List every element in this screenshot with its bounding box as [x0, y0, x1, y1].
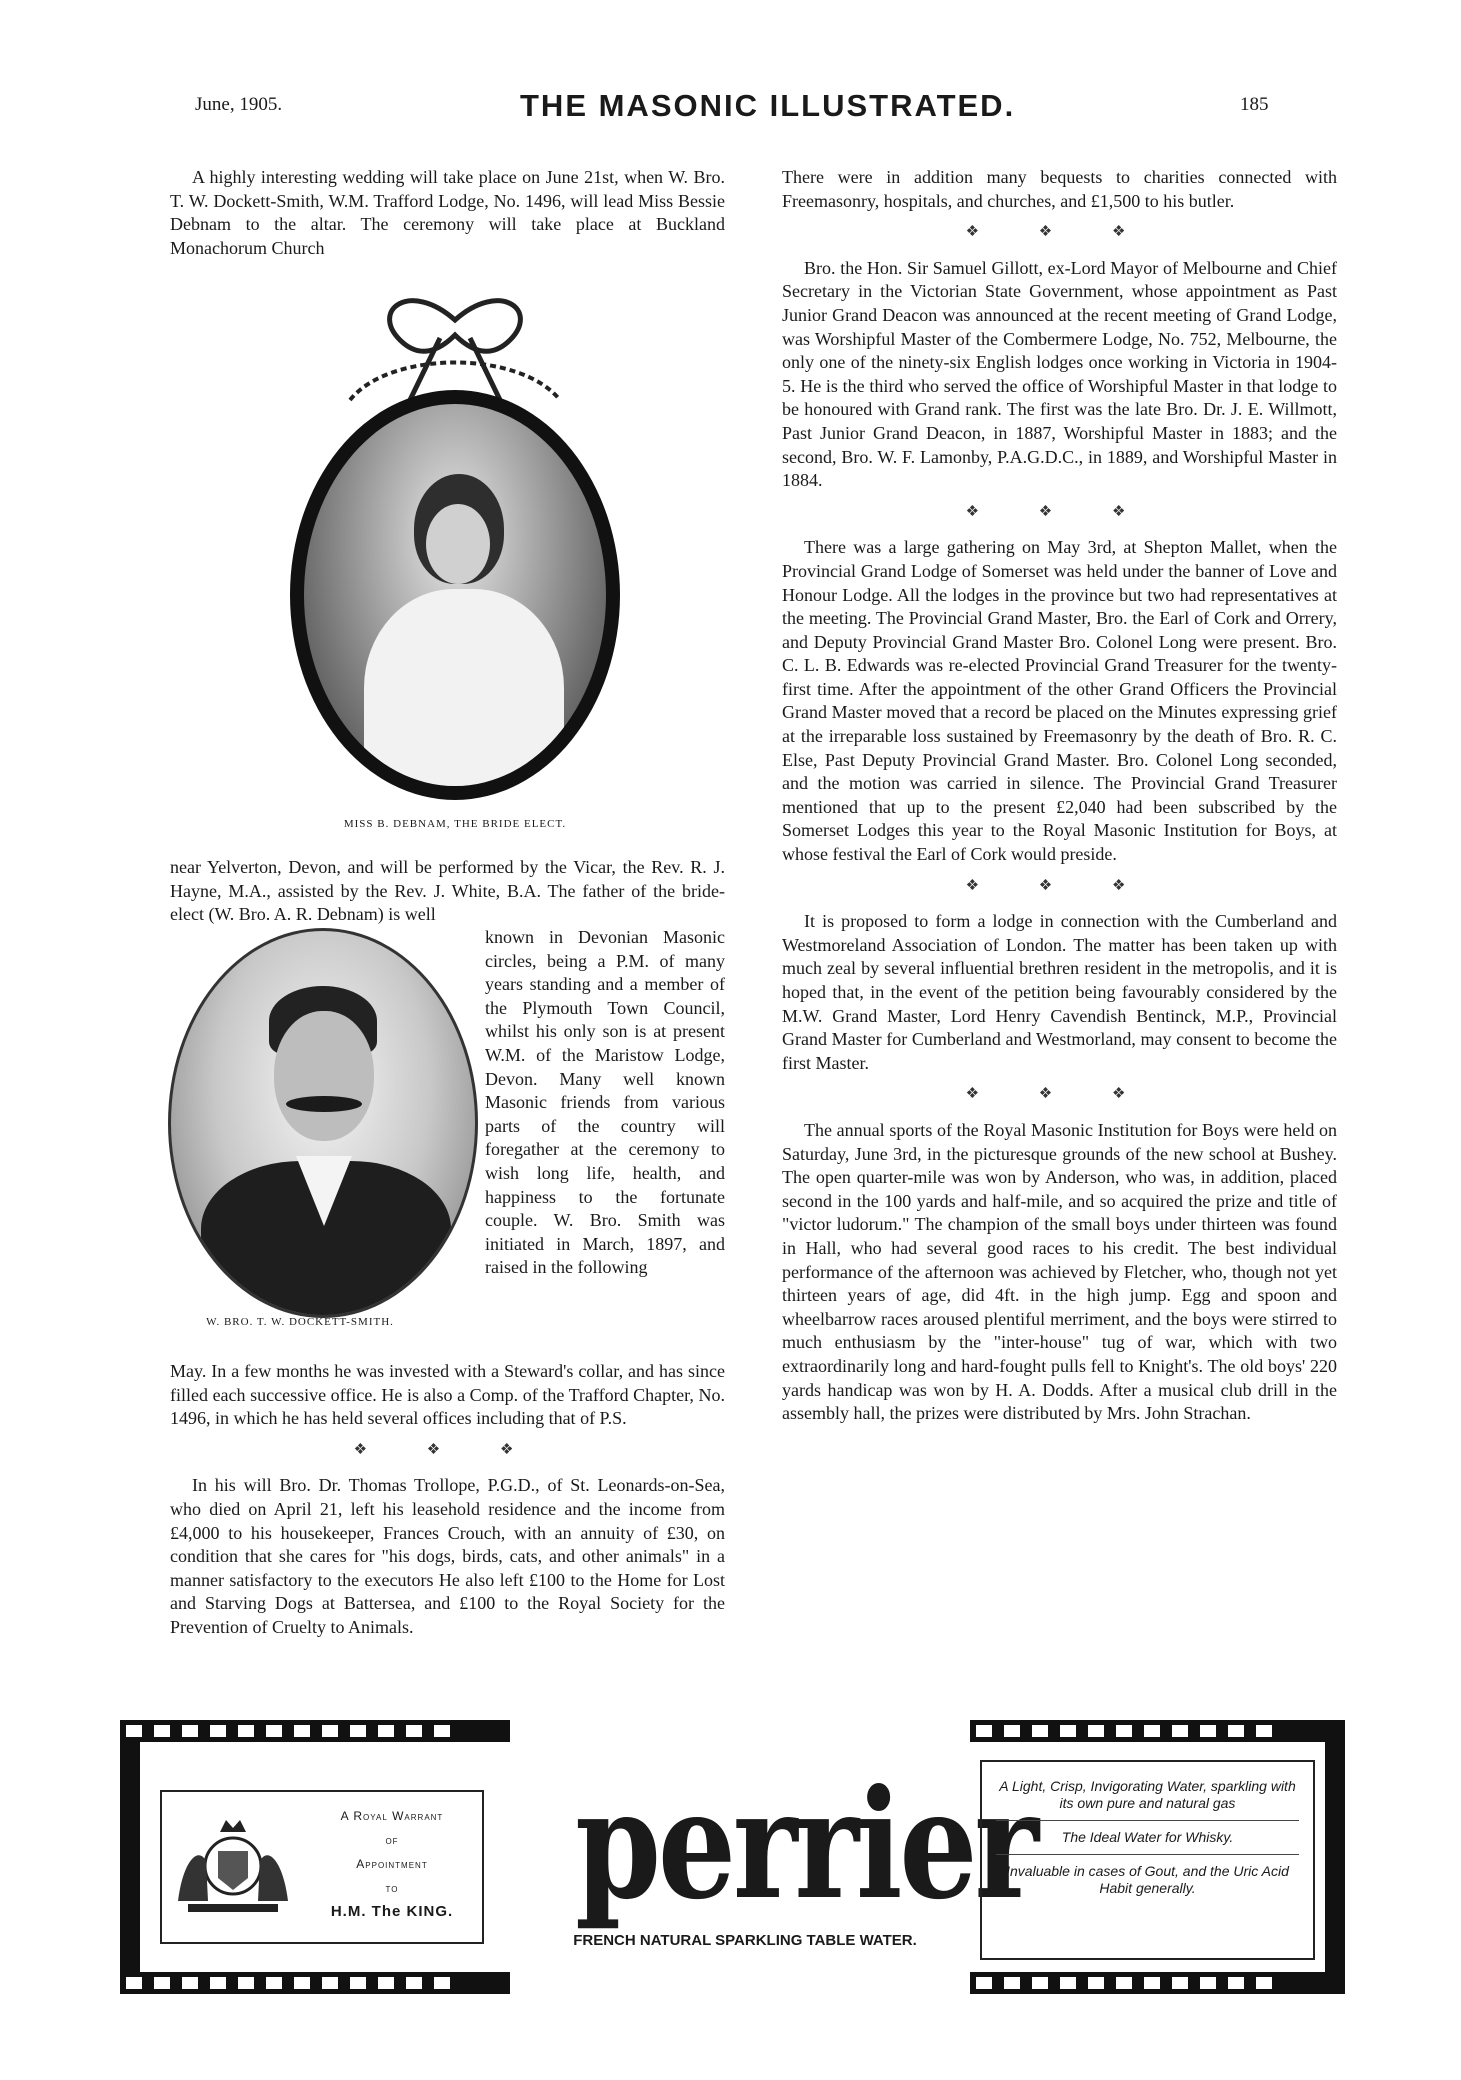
wedding-paragraph-end: May. In a few months he was invested with a Steward's collar, and has since filled each successive office. He is also a Comp. of the Trafford Chapter, No. 1496, in which he has held several offices including that of P.S. [170, 1361, 725, 1429]
bride-caption: MISS B. DEBNAM, THE BRIDE ELECT. [343, 818, 567, 830]
bride-face [426, 504, 490, 584]
checker-border-right [1325, 1742, 1345, 1972]
perrier-advert [120, 1720, 1345, 2020]
description-line-2: The Ideal Water for Whisky. [996, 1821, 1299, 1855]
section-ornament: ❖ ❖ ❖ [965, 1086, 1154, 1103]
issue-date: June, 1905. [195, 94, 283, 115]
section-ornament: ❖ ❖ ❖ [965, 877, 1154, 894]
groom-caption: W. BRO. T. W. DOCKETT-SMITH. [206, 1316, 394, 1328]
section-ornament: ❖ ❖ ❖ [965, 503, 1154, 520]
checker-border-left [120, 1742, 140, 1972]
checker-border-top-right [970, 1720, 1345, 1742]
checker-border-bottom-right [970, 1972, 1345, 1994]
bequest-paragraph: There were in addition many bequests to charities connected with Freemasonry, hospitals, and churches, and £1,500 to his butler. [782, 167, 1337, 211]
bride-portrait [290, 390, 620, 800]
description-line-1: A Light, Crisp, Invigorating Water, sparkling with its own pure and natural gas [996, 1778, 1299, 1821]
wedding-paragraph-intro: A highly interesting wedding will take place on June 21st, when W. Bro. T. W. Dockett-Smith, W.M. Trafford Lodge, No. 1496, will lead Miss Bessie Debnam to the altar. The ceremony will take place at Buckland Monachorum Church [170, 167, 725, 258]
masthead-title: THE MASONIC ILLUSTRATED. [520, 88, 1016, 123]
warrant-line-3: Appointment [356, 1857, 428, 1871]
shepton-paragraph: There was a large gathering on May 3rd, at Shepton Mallet, when the Provincial Grand Lodge of Somerset was held under the banner of Love and Honour Lodge. All the lodges in the province but two had representatives at the meeting. The Provincial Grand Master, Bro. the Earl of Cork and Orrery, and Deputy Provincial Grand Master Bro. Colonel Long were present. Bro. C. L. B. Edwards was re-elected Provincial Grand Treasurer for the twenty-first time. After the appointment of the other Grand Officers the Provincial Grand Master moved that a record be placed on the Minutes expressing grief at the irreparable loss sustained by Freemasonry by the death of Bro. R. C. Else, Past Deputy Provincial Grand Master. Bro. Colonel Long seconded, and the motion was carried in silence. The Provincial Grand Treasurer mentioned that up to the present £2,040 had been subscribed by the Somerset Lodges this year to the Royal Masonic Institution for Boys, at whose festival the Earl of Cork would preside. [782, 537, 1337, 865]
description-line-3: Invaluable in cases of Gout, and the Uric Acid Habit generally. [1006, 1863, 1289, 1896]
warrant-line-5: H.M. The KING. [330, 1903, 454, 1920]
perrier-logo: perrier [575, 1757, 1036, 1933]
page-number: 185 [1240, 94, 1269, 115]
warrant-line-4: to [385, 1881, 399, 1895]
sports-paragraph: The annual sports of the Royal Masonic Institution for Boys were held on Saturday, June 3rd, in the picturesque grounds of the new school at Bushey. The open quarter-mile was won by Anderson, who was, in addition, placed second in the 100 yards and half-mile, and so acquired the prize and title of "victor ludorum." The champion of the small boys under thirteen was found in Hall, who had several good races to his credit. The best individual performance of the afternoon was achieved by Fletcher, who, though not yet thirteen years of age, did 4ft. in the high jump. Egg and spoon and wheelbarrow races aroused plentiful merriment, and the boys were stirred to much enthusiasm by the "inter-house" tug of war, which with two extraordinarily long and hard-fought pulls fell to Knight's. The old boys' 220 yards handicap was won by H. A. Dodds. After a musical club drill in the assembly hall, the prizes were distributed by Mrs. John Strachan. [782, 1119, 1337, 1424]
gillott-paragraph: Bro. the Hon. Sir Samuel Gillott, ex-Lord Mayor of Melbourne and Chief Secretary in the Victorian State Government, whose appointment as Past Junior Grand Deacon was announced at the recent meeting of Grand Lodge, was Worshipful Master of the Combermere Lodge, No. 752, Melbourne, the only one of the ninety-six English lodges once working in Victoria in 1904-5. He is the third who served the office of Worshipful Master in that lodge to be honoured with Grand rank. The first was the late Bro. Dr. J. E. Willmott, Past Junior Grand Deacon, in 1887, Worshipful Master in 1883; and the second, Bro. W. F. Lamonby, P.A.G.D.C., in 1889, and Worshipful Master in 1884. [782, 257, 1337, 491]
groom-face [274, 1011, 374, 1141]
warrant-line-2: of [385, 1833, 399, 1847]
bride-dress [364, 589, 564, 800]
section-ornament: ❖ ❖ ❖ [353, 1441, 542, 1458]
warrant-line-1: A Royal Warrant [340, 1809, 444, 1823]
section-ornament: ❖ ❖ ❖ [965, 224, 1154, 241]
page-header [0, 88, 1461, 128]
royal-coat-of-arms-icon [168, 1806, 298, 1926]
royal-warrant-box [160, 1790, 484, 1944]
checker-border-top-left [120, 1720, 510, 1742]
will-paragraph: In his will Bro. Dr. Thomas Trollope, P.G.D., of St. Leonards-on-Sea, who died on April 21, left his leasehold residence and the income from £4,000 to his housekeeper, Frances Crouch, with an annuity of £30, on condition that she cares for "his dogs, birds, cats, and other animals" in a manner satisfactory to the executors He also left £100 to the Home for Lost and Starving Dogs at Battersea, and £100 to the Royal Society for the Prevention of Cruelty to Animals. [170, 1475, 725, 1637]
groom-moustache [286, 1096, 362, 1112]
perrier-description-box [980, 1760, 1315, 1960]
wedding-paragraph-continued: near Yelverton, Devon, and will be performed by the Vicar, the Rev. R. J. Hayne, M.A., assisted by the Rev. J. White, B.A. The father of the bride-elect (W. Bro. A. R. Debnam) is well [170, 857, 725, 925]
wedding-paragraph-wrap: known in Devonian Masonic circles, being a P.M. of many years standing and a member of the Plymouth Town Council, whilst his only son is at present W.M. of the Maristow Lodge, Devon. Many well known Masonic friends from various parts of the country will foregather at the ceremony to wish long life, health, and happiness to the fortunate couple. W. Bro. Smith was initiated in March, 1897, and raised in the following [485, 927, 725, 1278]
groom-portrait [168, 928, 478, 1318]
left-column [170, 166, 725, 260]
right-column [782, 166, 1337, 1426]
cumberland-paragraph: It is proposed to form a lodge in connection with the Cumberland and Westmoreland Association of London. The matter has been taken up with much zeal by several influential brethren resident in the metropolis, and it is hoped that, in the event of the petition being favourably considered by the M.W. Grand Master, Lord Henry Cavendish Bentinck, M.P., Provincial Grand Master for Cumberland and Westmorland, may consent to become the first Master. [782, 911, 1337, 1073]
checker-border-bottom-left [120, 1972, 510, 1994]
perrier-tagline: FRENCH NATURAL SPARKLING TABLE WATER. [573, 1932, 917, 1949]
